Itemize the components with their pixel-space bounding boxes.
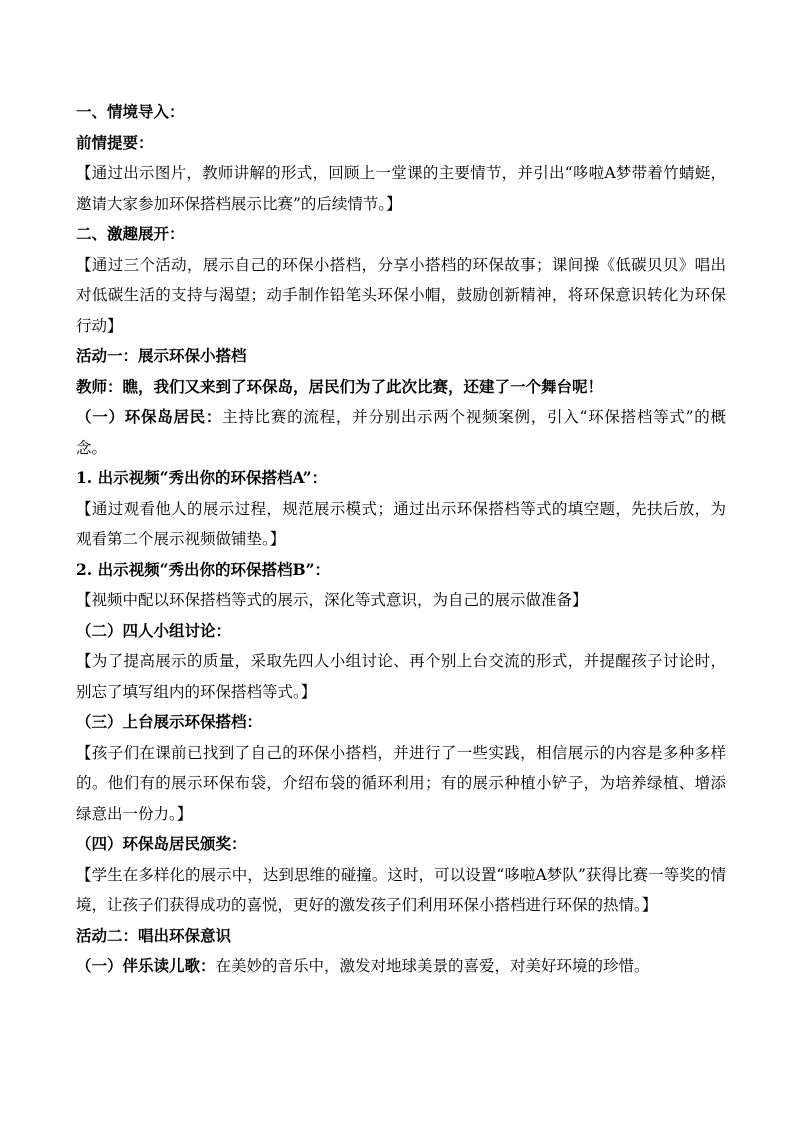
activity-two-step-one-text: 在美妙的音乐中，激发对地球美景的喜爱，对美好环境的珍惜。 [215,957,650,975]
activity-two-title: 活动二：唱出环保意识 [76,925,232,945]
step-four-note: 【学生在多样化的展示中，达到思维的碰撞。这时，可以设置“哆啦A梦队”获得比赛一等奖的情境，让孩子们获得成功的喜悦，更好的激发孩子们利用环保小搭档进行环保的热情。】 [76,865,726,914]
step-two-note: 【为了提高展示的质量，采取先四人小组讨论、再个别上台交流的形式，并提醒孩子讨论时，别忘了填写组内的环保搭档等式。】 [76,652,726,701]
step-three-label: （三）上台展示环保搭档： [76,712,263,731]
teacher-text: 瞧，我们又来到了环保岛，居民们为了此次比赛，还建了一个舞台呢！ [122,376,604,396]
step-three-note: 【孩子们在课前已找到了自己的环保小搭档，并进行了一些实践，相信展示的内容是多种多样的。他们有的展示环保布袋，介绍布袋的循环利用；有的展示种植小铲子，为培养绿植、增添绿意出一份力。】 [76,743,726,823]
video-two-title: 2. 出示视频“秀出你的环保搭档B”： [76,559,331,579]
step-two-label: （二）四人小组讨论： [76,620,232,640]
document-page [76,97,726,982]
teacher-line [76,372,726,403]
section-heading-intro: 一、情境导入： [76,102,185,121]
video-one-note: 【通过观看他人的展示过程，规范展示模式；通过出示环保搭档等式的填空题，先扶后放，为观看第二个展示视频做铺垫。】 [76,499,726,548]
note-expand: 【通过三个活动，展示自己的环保小搭档，分享小搭档的环保故事；课间操《低碳贝贝》唱出对低碳生活的支持与渴望；动手制作铅笔头环保小帽，鼓励创新精神，将环保意识转化为环保行动】 [76,255,726,335]
video-one-title: 1. 出示视频“秀出你的环保搭档A”： [76,468,328,487]
video-two-note: 【视频中配以环保搭档等式的展示，深化等式意识，为自己的展示做准备】 [76,591,588,609]
activity-two-step-one [76,951,726,982]
step-one-paragraph [76,402,726,463]
sub-heading-recap: 前情提要： [76,132,154,152]
step-one-label: （一）环保岛居民： [76,407,223,426]
step-one-text: 主持比赛的流程，并分别出示两个视频案例，引入“环保搭档等式”的概念。 [76,408,726,457]
step-four-label: （四）环保岛居民颁奖： [76,834,247,853]
activity-one-title: 活动一：展示环保小搭档 [76,346,247,365]
activity-two-step-one-label: （一）伴乐读儿歌： [76,956,216,975]
section-heading-expand: 二、激趣展开： [76,224,185,243]
note-intro: 【通过出示图片，教师讲解的形式，回顾上一堂课的主要情节，并引出“哆啦A梦带着竹蜻蜓，邀请大家参加环保搭档展示比赛”的后续情节。】 [76,164,726,213]
teacher-label: 教师： [76,376,123,396]
